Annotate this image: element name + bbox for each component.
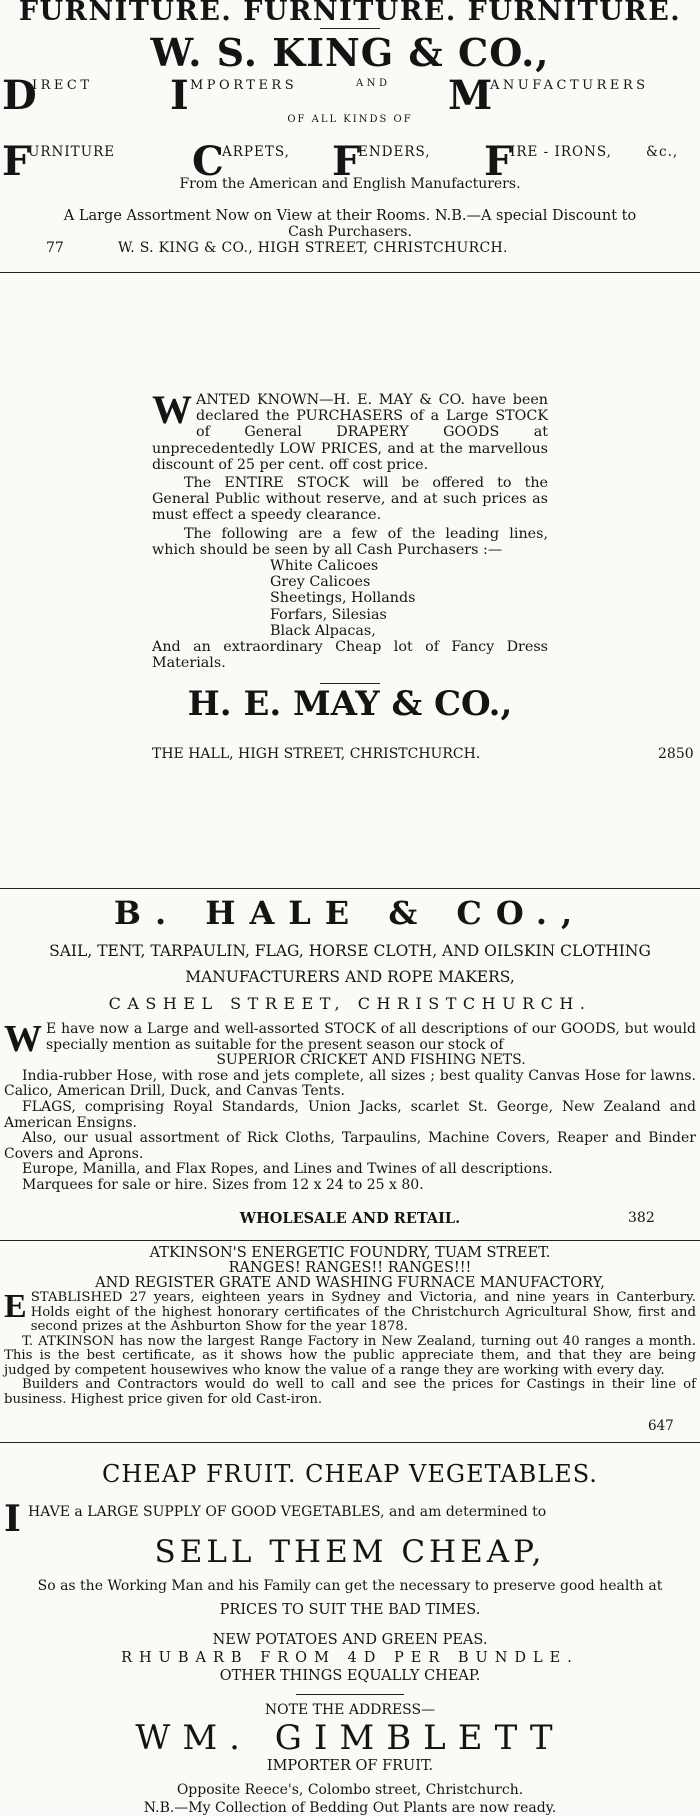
atkinson-line-foundry: ATKINSON'S ENERGETIC FOUNDRY, TUAM STREET. bbox=[149, 1245, 551, 1261]
king-line-goods: F URNITURE C ARPETS, F ENDERS, F IRE - IRONS, &c., bbox=[2, 138, 679, 185]
may-paragraph-3: The following are a few of the leading lines, which should be seen by all Cash Purchasers :— bbox=[152, 525, 548, 558]
gimblett-role: IMPORTER OF FRUIT. bbox=[266, 1758, 434, 1774]
king-line-assortment: A Large Assortment Now on View at their Rooms. N.B.—A special Discount to bbox=[63, 208, 637, 224]
list-item: Grey Calicoes bbox=[270, 574, 371, 591]
gimblett-nb: N.B.—My Collection of Bedding Out Plants are now ready. bbox=[143, 1800, 557, 1816]
may-item-list bbox=[152, 558, 548, 639]
furniture-banner: FURNITURE. FURNITURE. FURNITURE. bbox=[18, 0, 682, 27]
gimblett-note: NOTE THE ADDRESS— bbox=[264, 1702, 436, 1718]
may-name: H. E. MAY & CO., bbox=[187, 684, 513, 725]
atkinson-body: ESTABLISHED 27 years, eighteen years in Sydney and Victoria, and nine years in Canterbury. Holds eight of the highest honorary certificates of the Christchurch Agricultural Show, first and second prizes at the Ashburton Show for the year 1878. T. ATKINSON has now the largest Range Factory in New Zealand, turning out 40 ranges a month. This is the best certificate, as it shows how the public appreciate them, and that they are being judged by competent housewives who know the value of a range they are working with every day. Builders and Contractors would do well to call and see the prices for Castings in their line of business. Highest price given for old Cast-iron. bbox=[4, 1288, 696, 1407]
hale-line-sail: SAIL, TENT, TARPAULIN, FLAG, HORSE CLOTH, AND OILSKIN CLOTHING bbox=[49, 942, 651, 960]
list-item: Sheetings, Hollands bbox=[270, 590, 416, 607]
king-line-cash: Cash Purchasers. bbox=[288, 224, 412, 240]
list-item: Black Alpacas, bbox=[270, 622, 376, 639]
gimblett-sell: SELL THEM CHEAP, bbox=[154, 1534, 546, 1570]
may-paragraph-2: The ENTIRE STOCK will be offered to the General Public without reserve, and at such prices as must effect a speedy clearance. bbox=[152, 475, 548, 524]
gimblett-title: CHEAP FRUIT. CHEAP VEGETABLES. bbox=[102, 1460, 598, 1488]
may-paragraph-4: And an extraordinary Cheap lot of Fancy Dress Materials. bbox=[152, 639, 548, 672]
hale-line-manufacturers: MANUFACTURERS AND ROPE MAKERS, bbox=[185, 968, 515, 986]
gimblett-line-potatoes: NEW POTATOES AND GREEN PEAS. bbox=[212, 1632, 488, 1648]
list-item: Forfars, Silesias bbox=[270, 606, 387, 623]
gimblett-line-rhubarb: RHUBARB FROM 4D PER BUNDLE. bbox=[121, 1650, 579, 1666]
king-line-importers: D IRECT I MPORTERS AND M ANUFACTURERS bbox=[2, 72, 649, 119]
hale-body: W E have now a Large and well-assorted STOCK of all descriptions of our GOODS, but would specially mention as suitable for the present season our stock of SUPERIOR CRICKET AND FISHING NETS. India-rubber Hose, with rose and jets complete, all sizes ; best quality Canvas Hose for lawns. Calico, American Drill, Duck, and Canvas Tents. FLAGS, comprising Royal Standards, Union Jacks, scarlet St. George, New Zealand and American Ensigns. Also, our usual assortment of Rick Cloths, Tarpaulins, Machine Covers, Reaper and Binder Covers and Aprons. Europe, Manilla, and Flax Ropes, and Lines and Twines of all descriptions. Marquees for sale or hire. Sizes from 12 x 24 to 25 x 80. bbox=[4, 1018, 696, 1193]
hale-ref: 382 bbox=[628, 1210, 655, 1226]
king-line-from: From the American and English Manufacturers. bbox=[179, 176, 521, 192]
atkinson-advertisement bbox=[0, 1245, 700, 1434]
newspaper-page: FURNITURE. FURNITURE. FURNITURE. W. S. KING & CO., D IRECT I MPORTERS AND M ANUFACTURERS OF ALL KINDS OF F URNITURE C ARPETS, F ENDERS, F IRE - IRONS, &c., From the American and English Manufacturers. A Large Assortment Now on View at their Rooms. N.B.—A special Discount to Cash Purchasers. 77 W. S. KING & CO., HIGH STREET, CHRISTCHURCH. WANTED KNOWN—H. E. MAY & CO. have been declared the PURCHASERS of a Large STOCK of General DRAPERY GOODS at unprecedentedly LOW PRICES, and at the marvellous discount of 25 per cent. off cost price. The ENTIRE STOCK will be offered to the General Public without reserve, and at such prices as must effect a speedy clearance. The following are a few of the leading lines, which should be seen by all Cash Purchasers :— White Calicoes Grey Calicoes Sheetings, Hollands Forfars, Silesias Black Alpacas, And an extraordinary Cheap lot of Fancy Dress Materials. H. E. MAY & CO., THE HALL, HIGH STREET, CHRISTCHURCH. 2850 B. HALE & CO., SAIL, TENT, TARPAULIN, FLAG, HORSE CLOTH, AND OILSKIN CLOTHING MANUFACTURERS AND ROPE MAKERS, CASHEL STREET, CHRISTCHURCH. W E have now a Large and well-assorted STOCK of all descriptions of our GOODS, but would specially mention as suitable for the present season our stock of SUPERIOR CRICKET AND FISHING NETS. India-rubber Hose, with rose and jets complete, all sizes ; best quality Canvas Hose for lawns. Calico, American Drill, Duck, and Canvas Tents. FLAGS, comprising Royal Standards, Union Jacks, scarlet St. George, New Zealand and American Ensigns. Also, our usual assortment of Rick Cloths, Tarpaulins, Machine Covers, Reaper and Binder Covers and Aprons. Europe, Manilla, and Flax Ropes, and Lines and Twines of all descriptions. Marquees for sale or hire. Sizes from 12 x 24 to 25 x 80. WHOLESALE AND RETAIL. 382 ATKINSON'S ENERGETIC FOUNDRY, TUAM STREET. RANGES! RANGES!! RANGES!!! AND REGISTER GRATE AND WASHING FURNACE MANUFACTORY, ESTABLISHED 27 years, eighteen years in Sydney and Victoria, and nine years in Canterbury. Holds eight of the highest honorary certificates of the Christchurch Agricultural Show, first and second prizes at the Ashburton Show for the year 1878. T. ATKINSON has now the largest Range Factory in New Zealand, turning out 40 ranges a month. This is the best certificate, as it shows how the public appreciate them, and that they are being judged by competent housewives who know the value of a range they are working with every day. Builders and Contractors would do well to call and see the prices for Castings in their line of business. Highest price given for old Cast-iron. 647 CHEAP FRUIT. CHEAP VEGETABLES. I HAVE a LARGE SUPPLY OF GOOD VEGETABLES, and am determined to SELL THEM CHEAP, So as the Working Man and his Family can get the necessary to preserve good health at PRICES TO SUIT THE BAD TIMES. NEW POTATOES AND GREEN PEAS. RHUBARB FROM 4D PER BUNDLE. OTHER THINGS EQUALLY CHEAP. NOTE THE ADDRESS— WM. GIMBLETT IMPORTER OF FRUIT. Opposite Reece's, Colombo street, Christchurch. N.B.—My Collection of Bedding Out Plants are now ready. bbox=[0, 0, 700, 1816]
gimblett-line-prices: PRICES TO SUIT THE BAD TIMES. bbox=[219, 1602, 481, 1618]
hale-name: B. HALE & CO., bbox=[113, 894, 587, 932]
list-item: White Calicoes bbox=[270, 558, 379, 575]
hale-line-street: CASHEL STREET, CHRISTCHURCH. bbox=[108, 994, 592, 1013]
atkinson-line-grate: AND REGISTER GRATE AND WASHING FURNACE MANUFACTORY, bbox=[95, 1275, 605, 1291]
atkinson-ref: 647 bbox=[648, 1418, 674, 1434]
may-advertisement bbox=[152, 387, 548, 725]
gimblett-line-working: So as the Working Man and his Family can get the necessary to preserve good health at bbox=[37, 1578, 663, 1594]
king-name: W. S. KING & CO., bbox=[150, 30, 550, 75]
hale-footer: WHOLESALE AND RETAIL. bbox=[239, 1210, 461, 1227]
gimblett-address: Opposite Reece's, Colombo street, Christchurch. bbox=[176, 1782, 524, 1798]
atkinson-line-ranges: RANGES! RANGES!! RANGES!!! bbox=[228, 1260, 472, 1276]
gimblett-name: WM. GIMBLETT bbox=[135, 1718, 565, 1758]
gimblett-line-other: OTHER THINGS EQUALLY CHEAP. bbox=[219, 1668, 481, 1684]
king-line-all-kinds: OF ALL KINDS OF bbox=[287, 114, 413, 125]
may-paragraph-1: WANTED KNOWN—H. E. MAY & CO. have been declared the PURCHASERS of a Large STOCK of General DRAPERY GOODS at unprecedentedly LOW PRICES, and at the marvellous discount of 25 per cent. off cost price. bbox=[152, 387, 548, 473]
